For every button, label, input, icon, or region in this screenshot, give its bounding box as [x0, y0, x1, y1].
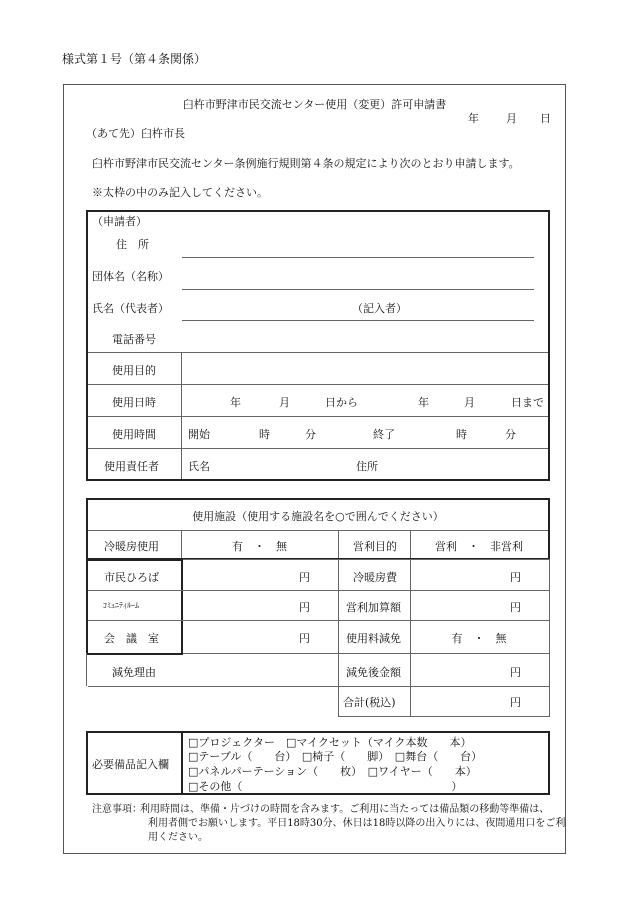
manager-address: 住所 [356, 460, 378, 473]
facility-row-right-label: 営利加算額 [346, 601, 401, 614]
equipment-line: □その他（ ） [188, 780, 463, 793]
total-label: 合計(税込) [343, 696, 396, 709]
date-year: 年 [468, 112, 479, 125]
facility-row-unit: 円 [299, 601, 310, 614]
date-day: 日 [540, 112, 551, 125]
after-reduction-unit: 円 [510, 666, 521, 679]
notes-label: 注意事項： [92, 804, 142, 815]
date-part: 年 [230, 396, 241, 409]
equipment-line: □テーブル（ 台） □椅子（ 脚） □舞台（ 台） [188, 750, 483, 763]
date-part: 日から [325, 396, 358, 409]
address-label: 住 所 [116, 238, 149, 251]
facility-row-label: 市民ひろば [104, 571, 159, 584]
profit-label: 営利目的 [353, 540, 397, 553]
notes-line: 利用者側でお願いします。平日18時30分、休日は18時以降の出入りには、夜間通用口をご利 [148, 818, 566, 829]
time-part: 終了 [373, 428, 395, 441]
time-part: 時 [259, 428, 270, 441]
equipment-label: 必要備品記入欄 [92, 758, 169, 771]
applicant-heading: （申請者） [92, 215, 147, 228]
name-label: 氏名（代表者） [92, 302, 169, 315]
date-part: 日まで [511, 396, 544, 409]
facility-row-label: ｺﾐｭﾆﾃｨﾙｰﾑ [103, 601, 139, 610]
facility-row-right-unit: 有 ・ 無 [451, 632, 507, 645]
facility-row-unit: 円 [299, 571, 310, 584]
time-part: 時 [456, 428, 467, 441]
notes-line: 利用時間は、準備・片づけの時間を含みます。ご利用に当たっては備品類の移動等準備は、 [140, 804, 550, 815]
facilities-header: 使用施設（使用する施設名を○で囲んでください） [192, 510, 444, 523]
equipment-line: □パネルパーテーション（ 枚） □ワイヤー（ 本） [188, 765, 477, 778]
date-part: 月 [279, 396, 290, 409]
notes-line: 用ください。 [148, 832, 208, 843]
addressee: （あて先）臼杵市長 [86, 127, 185, 140]
date-label: 使用日時 [112, 396, 156, 409]
reduction-reason-label: 減免理由 [112, 666, 156, 679]
equipment-line: □プロジェクター □マイクセット（マイク本数 本） [188, 736, 472, 749]
aircon-options: 有 ・ 無 [232, 540, 287, 553]
org-label: 団体名（名称） [92, 270, 169, 283]
facility-row-right-unit: 円 [510, 571, 521, 584]
manager-name: 氏名 [188, 460, 210, 473]
time-part: 分 [505, 428, 516, 441]
total-unit: 円 [510, 696, 521, 709]
writer-label: （記入者） [352, 302, 407, 315]
date-part: 月 [464, 396, 475, 409]
facility-row-right-label: 使用料減免 [346, 632, 401, 645]
facility-row-right-label: 冷暖房費 [353, 571, 397, 584]
manager-label: 使用責任者 [104, 460, 159, 473]
facility-row-right-unit: 円 [510, 601, 521, 614]
time-part: 分 [305, 428, 316, 441]
profit-options: 営利 ・ 非営利 [435, 540, 523, 553]
after-reduction-label: 減免後金額 [346, 666, 401, 679]
purpose-label: 使用目的 [112, 364, 156, 377]
time-label: 使用時間 [112, 428, 156, 441]
intro-text: 臼杵市野津市民交流センター条例施行規則第４条の規定により次のとおり申請します。 [92, 157, 520, 170]
facility-row-label: 会 議 室 [104, 632, 159, 645]
date-part: 年 [418, 396, 429, 409]
time-part: 開始 [188, 428, 210, 441]
form-number: 様式第１号（第４条関係） [62, 52, 207, 66]
date-month: 月 [506, 112, 517, 125]
facility-row-unit: 円 [299, 632, 310, 645]
phone-label: 電話番号 [112, 333, 156, 346]
form-title: 臼杵市野津市民交流センター使用（変更）許可申請書 [182, 98, 447, 111]
aircon-label: 冷暖房使用 [104, 540, 159, 553]
instruction-text: ※太枠の中のみ記入してください。 [92, 186, 268, 199]
